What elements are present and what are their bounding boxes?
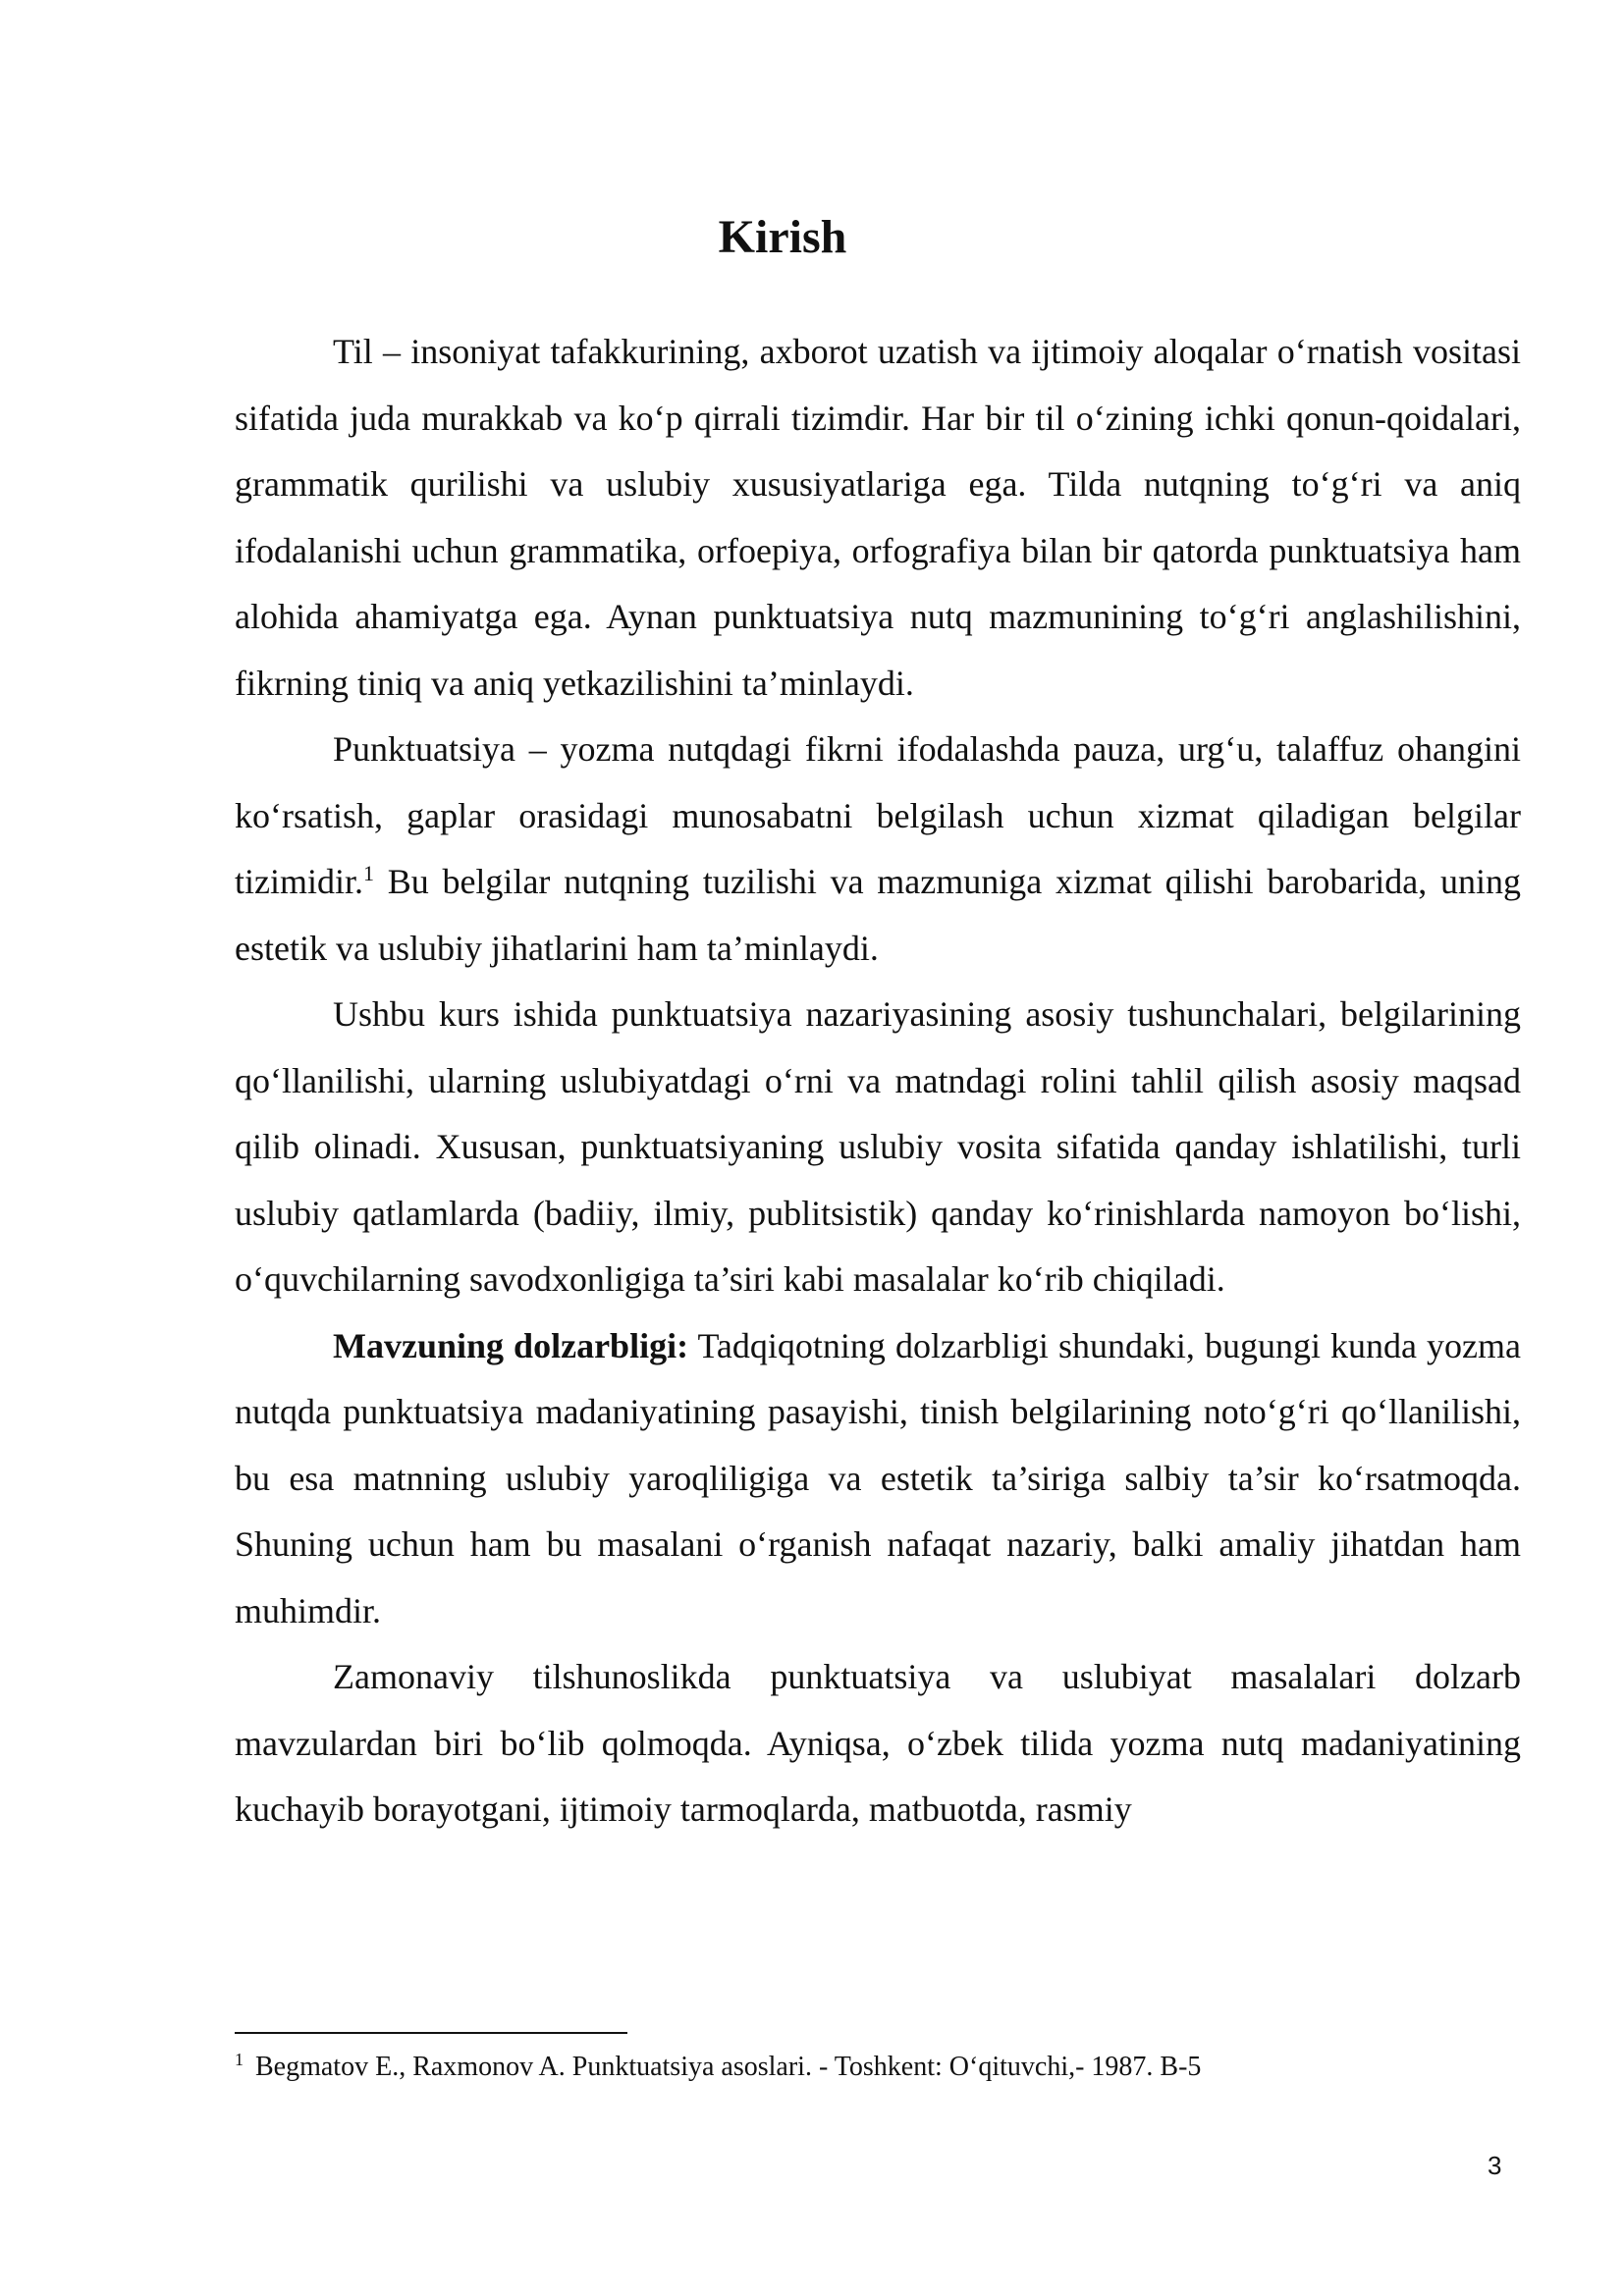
body-text xyxy=(235,319,1521,1843)
relevance-heading: Mavzuning dolzarbligi: xyxy=(333,1325,689,1365)
footnote-text: Begmatov E., Raxmonov A. Punktuatsiya asoslari. - Toshkent: Oʻqituvchi,- 1987. B-5 xyxy=(255,2052,1202,2082)
footnote-divider xyxy=(235,2032,627,2034)
paragraph-text: Bu belgilar nutqning tuzilishi va mazmuniga xizmat qilishi barobarida, uning estetik va uslubiy jihatlarini ham ta’minlaydi. xyxy=(235,862,1521,968)
paragraph-text: Punktuatsiya – yozma nutqdagi fikrni ifodalashda pauza, urgʻu, talaffuz ohangini koʻrsatish, gaplar orasidagi munosabatni belgilash uchun xizmat qiladigan belgilar tizimidir. xyxy=(235,729,1521,901)
paragraph-punctuation-definition xyxy=(235,717,1521,982)
paragraph-relevance xyxy=(235,1313,1521,1645)
page-number: 3 xyxy=(1488,2151,1502,2180)
paragraph-modern-linguistics: Zamonaviy tilshunoslikda punktuatsiya va uslubiyat masalalari dolzarb mavzulardan biri boʻlib qolmoqda. Ayniqsa, oʻzbek tilida yozma nutq madaniyatining kuchayib borayotgani, ijtimoiy tarmoqlarda, matbuotda, rasmiy xyxy=(235,1657,1521,1829)
section-title: Kirish xyxy=(718,211,847,263)
paragraph-course-goal: Ushbu kurs ishida punktuatsiya nazariyasining asosiy tushunchalari, belgilarining qoʻllanilishi, ularning uslubiyatdagi oʻrni va matndagi rolini tahlil qilish asosiy maqsad qilib olinadi. Xususan, punktuatsiyaning uslubiy vosita sifatida qanday ishlatilishi, turli uslubiy qatlamlarda (badiiy, ilmiy, publitsistik) qanday koʻrinishlarda namoyon boʻlishi, oʻquvchilarning savodxonligiga ta’siri kabi masalalar koʻrib chiqiladi. xyxy=(235,994,1521,1299)
footnote xyxy=(235,2049,1521,2086)
footnote-reference: 1 xyxy=(363,861,374,885)
footnote-mark: 1 xyxy=(235,2049,244,2069)
paragraph-text: Tadqiqotning dolzarbligi shundaki, bugungi kunda yozma nutqda punktuatsiya madaniyatining pasayishi, tinish belgilarining notoʻgʻri qoʻllanilishi, bu esa matnning uslubiy yaroqliligiga va estetik ta’siriga salbiy ta’sir koʻrsatmoqda. Shuning uchun ham bu masalani oʻrganish nafaqat nazariy, balki amaliy jihatdan ham muhimdir. xyxy=(235,1325,1521,1630)
paragraph-intro: Til – insoniyat tafakkurining, axborot uzatish va ijtimoiy aloqalar oʻrnatish vositasi sifatida juda murakkab va koʻp qirrali tizimdir. Har bir til oʻzining ichki qonun-qoidalari, grammatik qurilishi va uslubiy xususiyatlariga ega. Tilda nutqning toʻgʻri va aniq ifodalanishi uchun grammatika, orfoepiya, orfografiya bilan bir qatorda punktuatsiya ham alohida ahamiyatga ega. Aynan punktuatsiya nutq mazmunining toʻgʻri anglashilishini, fikrning tiniq va aniq yetkazilishini ta’minlaydi. xyxy=(235,332,1521,703)
